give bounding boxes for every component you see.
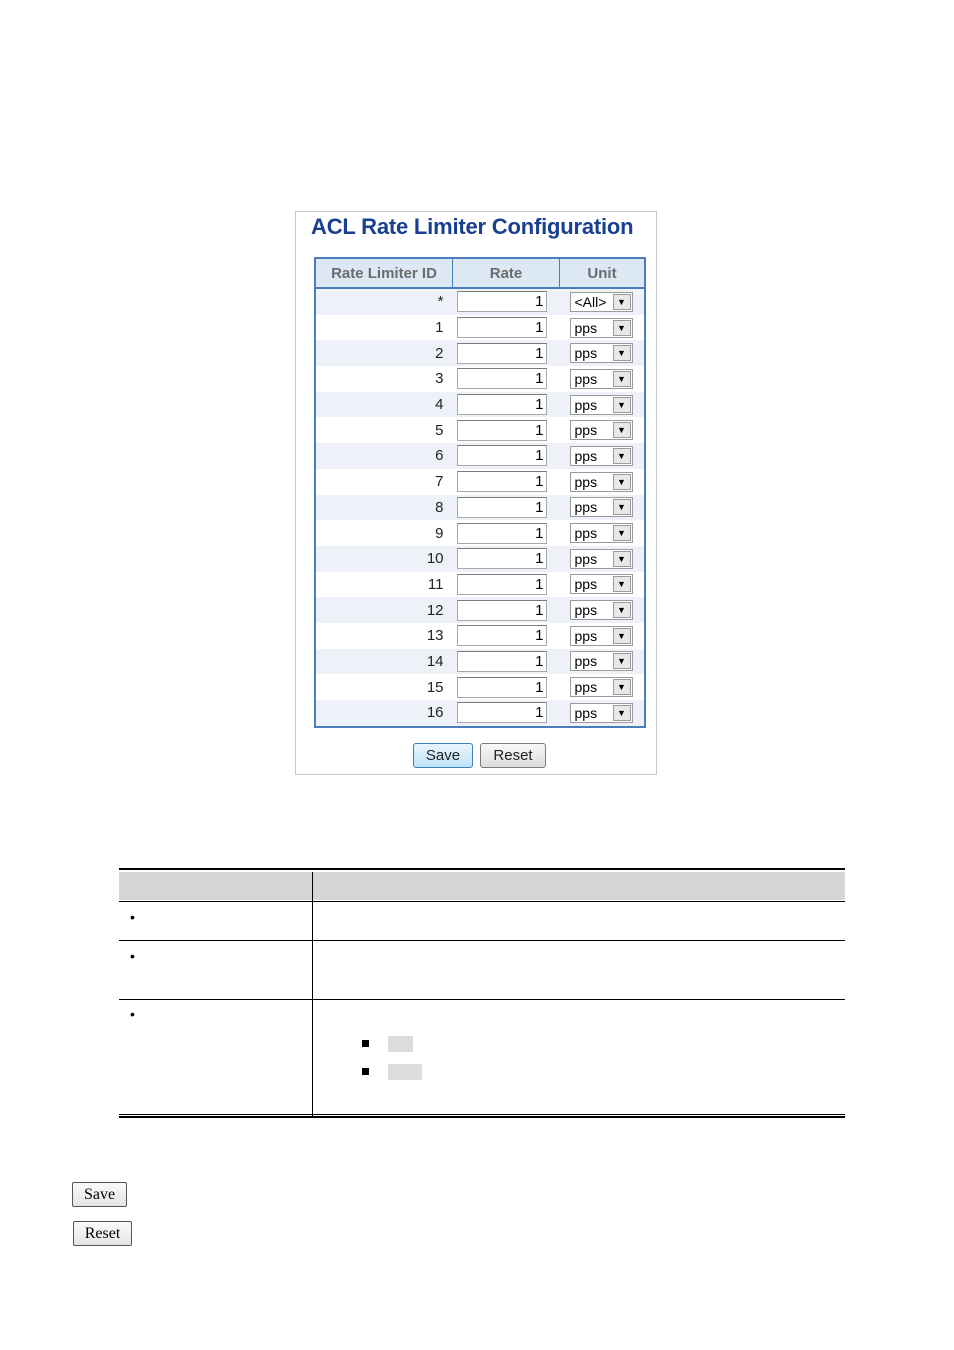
rate-input[interactable] (457, 394, 547, 415)
option-highlight (388, 1064, 422, 1080)
table-row (315, 546, 645, 572)
unit-select-value: pps (574, 319, 598, 336)
column-divider (312, 872, 313, 1116)
unit-cell (560, 546, 646, 572)
chevron-down-icon[interactable]: ▼ (613, 294, 631, 310)
unit-select[interactable] (570, 523, 633, 543)
rate-limiter-id: * (315, 288, 453, 315)
rate-limiter-id: 15 (315, 674, 453, 700)
rate-limiter-id: 2 (315, 340, 453, 366)
unit-select[interactable] (570, 369, 633, 389)
unit-cell (560, 597, 646, 623)
header-rate-limiter-id: Rate Limiter ID (315, 258, 453, 288)
rate-cell (453, 340, 560, 366)
unit-select-value: pps (574, 576, 598, 593)
chevron-down-icon[interactable]: ▼ (613, 576, 631, 592)
unit-select[interactable] (570, 651, 633, 671)
rate-input[interactable] (457, 343, 547, 364)
chevron-down-icon[interactable]: ▼ (613, 551, 631, 567)
unit-cell (560, 623, 646, 649)
table-row (315, 315, 645, 341)
table-row (315, 597, 645, 623)
table-row (315, 417, 645, 443)
rate-cell (453, 443, 560, 469)
unit-select-value: pps (574, 602, 598, 619)
table-top-rule (119, 868, 845, 870)
acl-rate-limiter-panel (295, 211, 657, 775)
rate-limiter-id: 16 (315, 700, 453, 727)
table-row (315, 674, 645, 700)
chevron-down-icon[interactable]: ▼ (613, 474, 631, 490)
unit-select[interactable] (570, 677, 633, 697)
bullet-icon: • (130, 1006, 135, 1022)
unit-select-value: pps (574, 370, 598, 387)
header-unit: Unit (560, 258, 646, 288)
rate-cell (453, 417, 560, 443)
chevron-down-icon[interactable]: ▼ (613, 320, 631, 336)
rate-input[interactable] (457, 600, 547, 621)
chevron-down-icon[interactable]: ▼ (613, 525, 631, 541)
rate-limiter-id: 12 (315, 597, 453, 623)
unit-select-value: pps (574, 525, 598, 542)
rate-input[interactable] (457, 368, 547, 389)
unit-cell (560, 392, 646, 418)
unit-select[interactable] (570, 703, 633, 723)
unit-cell (560, 288, 646, 315)
rate-cell (453, 392, 560, 418)
chevron-down-icon[interactable]: ▼ (613, 602, 631, 618)
table-row (315, 366, 645, 392)
chevron-down-icon[interactable]: ▼ (613, 628, 631, 644)
rate-input[interactable] (457, 291, 547, 312)
chevron-down-icon[interactable]: ▼ (613, 679, 631, 695)
rate-input[interactable] (457, 677, 547, 698)
rate-input[interactable] (457, 445, 547, 466)
unit-cell (560, 700, 646, 727)
table-row (315, 288, 645, 315)
unit-select-value: <All> (574, 293, 607, 310)
rate-input[interactable] (457, 651, 547, 672)
square-bullet-icon (362, 1068, 369, 1075)
unit-select[interactable] (570, 343, 633, 363)
unit-select[interactable] (570, 549, 633, 569)
unit-select-value: pps (574, 447, 598, 464)
unit-select[interactable] (570, 446, 633, 466)
unit-cell (560, 572, 646, 598)
unit-select-value: pps (574, 473, 598, 490)
unit-cell (560, 417, 646, 443)
unit-cell (560, 520, 646, 546)
bullet-icon: • (130, 909, 135, 925)
unit-cell (560, 649, 646, 675)
unit-select-value: pps (574, 422, 598, 439)
table-row (315, 392, 645, 418)
unit-select-value: pps (574, 679, 598, 696)
rate-limiter-id: 3 (315, 366, 453, 392)
unit-select-value: pps (574, 499, 598, 516)
rate-cell (453, 649, 560, 675)
unit-cell (560, 366, 646, 392)
rate-limiter-id: 5 (315, 417, 453, 443)
unit-cell (560, 340, 646, 366)
rate-input[interactable] (457, 317, 547, 338)
unit-cell (560, 495, 646, 521)
table-row (315, 700, 645, 727)
rate-input[interactable] (457, 625, 547, 646)
rate-limiter-id: 8 (315, 495, 453, 521)
header-rate: Rate (453, 258, 560, 288)
rate-cell (453, 700, 560, 727)
rate-cell (453, 315, 560, 341)
save-button-sample[interactable]: Save (72, 1182, 127, 1207)
table-row (315, 443, 645, 469)
description-header-row (119, 872, 845, 900)
unit-select-value: pps (574, 704, 598, 721)
rate-cell (453, 674, 560, 700)
square-bullet-icon (362, 1040, 369, 1047)
row-divider (119, 901, 845, 902)
rate-input[interactable] (457, 548, 547, 569)
chevron-down-icon[interactable]: ▼ (613, 653, 631, 669)
table-row (315, 623, 645, 649)
rate-cell (453, 288, 560, 315)
rate-cell (453, 597, 560, 623)
rate-cell (453, 623, 560, 649)
chevron-down-icon[interactable]: ▼ (613, 499, 631, 515)
unit-cell (560, 443, 646, 469)
unit-select[interactable] (570, 395, 633, 415)
unit-cell (560, 674, 646, 700)
row-divider (119, 940, 845, 941)
table-row (315, 340, 645, 366)
rate-cell (453, 495, 560, 521)
rate-limiter-id: 13 (315, 623, 453, 649)
rate-limiter-id: 9 (315, 520, 453, 546)
unit-cell (560, 469, 646, 495)
rate-input[interactable] (457, 523, 547, 544)
unit-select-value: pps (574, 550, 598, 567)
unit-select[interactable] (570, 600, 633, 620)
table-bottom-rule (119, 1114, 845, 1118)
table-row (315, 572, 645, 598)
rate-input[interactable] (457, 471, 547, 492)
unit-select[interactable] (570, 472, 633, 492)
rate-input[interactable] (457, 497, 547, 518)
chevron-down-icon[interactable]: ▼ (613, 705, 631, 721)
rate-input[interactable] (457, 574, 547, 595)
chevron-down-icon[interactable]: ▼ (613, 448, 631, 464)
chevron-down-icon[interactable]: ▼ (613, 371, 631, 387)
unit-select[interactable] (570, 318, 633, 338)
rate-limiter-id: 11 (315, 572, 453, 598)
option-highlight (388, 1036, 413, 1052)
chevron-down-icon[interactable]: ▼ (613, 397, 631, 413)
unit-select-value: pps (574, 345, 598, 362)
table-row (315, 520, 645, 546)
page-title: ACL Rate Limiter Configuration (311, 214, 634, 239)
chevron-down-icon[interactable]: ▼ (613, 422, 631, 438)
unit-select[interactable] (570, 292, 633, 312)
table-row (315, 469, 645, 495)
unit-select[interactable] (570, 497, 633, 517)
rate-cell (453, 366, 560, 392)
reset-button[interactable]: Reset (480, 743, 546, 768)
rate-input[interactable] (457, 702, 547, 723)
rate-cell (453, 520, 560, 546)
rate-limiter-id: 14 (315, 649, 453, 675)
row-divider (119, 999, 845, 1000)
rate-cell (453, 546, 560, 572)
chevron-down-icon[interactable]: ▼ (613, 345, 631, 361)
unit-select-value: pps (574, 396, 598, 413)
unit-cell (560, 315, 646, 341)
bullet-icon: • (130, 948, 135, 964)
table-row (315, 649, 645, 675)
rate-limiter-table (314, 257, 646, 728)
rate-cell (453, 572, 560, 598)
table-row (315, 495, 645, 521)
unit-select[interactable] (570, 574, 633, 594)
rate-limiter-id: 4 (315, 392, 453, 418)
rate-limiter-id: 6 (315, 443, 453, 469)
rate-cell (453, 469, 560, 495)
rate-limiter-id: 7 (315, 469, 453, 495)
rate-input[interactable] (457, 420, 547, 441)
unit-select[interactable] (570, 626, 633, 646)
rate-limiter-id: 1 (315, 315, 453, 341)
unit-select-value: pps (574, 627, 598, 644)
unit-select[interactable] (570, 420, 633, 440)
unit-select-value: pps (574, 653, 598, 670)
description-table (119, 868, 845, 1120)
save-button[interactable]: Save (413, 743, 473, 768)
rate-limiter-id: 10 (315, 546, 453, 572)
reset-button-sample[interactable]: Reset (73, 1221, 132, 1246)
